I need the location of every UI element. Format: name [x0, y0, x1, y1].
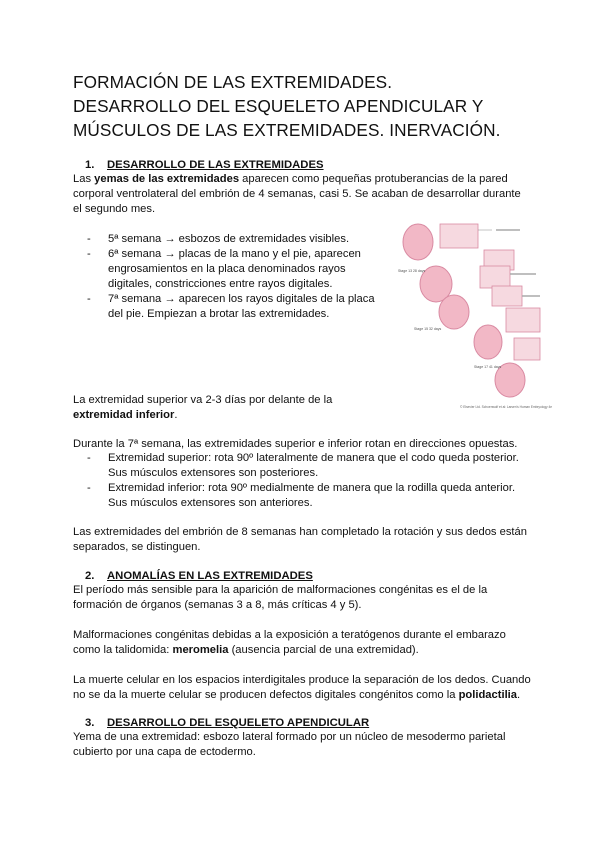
bullet-dash: - — [87, 293, 91, 305]
text-line: digitales, constricciones entre rayos digitales. — [108, 278, 333, 290]
text-run: Las — [73, 173, 95, 185]
limb-detail-box — [440, 224, 478, 248]
stage-label: Stage 13 28 days — [398, 269, 426, 273]
text-run: como la talidomida: — [73, 644, 173, 656]
text-line: del pie. Empiezan a brotar las extremidades. — [108, 308, 330, 320]
embryo-stage-c — [439, 295, 469, 329]
section-heading-text: DESARROLLO DE LAS EXTREMIDADES — [107, 159, 324, 171]
text-line: Malformaciones congénitas debidas a la exposición a teratógenos durante el embarazo — [73, 629, 506, 641]
s2-paragraph-1 — [73, 583, 487, 613]
s1-intro-paragraph — [73, 172, 521, 217]
figure-credit: © Elsevier Ltd. Schoenwolf et al: Larsen's Human Embryology 4e — [460, 405, 553, 409]
s2-paragraph-2 — [73, 628, 506, 658]
title-line: FORMACIÓN DE LAS EXTREMIDADES. — [73, 72, 393, 92]
text-line: Sus músculos extensores son posteriores. — [108, 467, 319, 479]
stage-label: Stage 15 32 days — [414, 327, 442, 331]
text-line: 5ª semana → esbozos de extremidades visibles. — [108, 233, 350, 245]
text-line: Yema de una extremidad: esbozo lateral formado por un núcleo de mesodermo parietal — [73, 731, 506, 743]
s1-outro-paragraph — [73, 525, 527, 555]
s2-paragraph-3 — [73, 673, 531, 703]
limb-detail-box — [514, 338, 540, 360]
text-line: cubierto por una capa de ectodermo. — [73, 746, 256, 758]
text-line: Extremidad inferior: rota 90º medialmente de manera que la rodilla queda anterior. — [108, 482, 516, 494]
limb-detail-box — [492, 286, 522, 306]
text-line: Sus músculos extensores son anteriores. — [108, 497, 313, 509]
text-line: Las extremidades del embrión de 8 semanas han completado la rotación y sus dedos están — [73, 526, 527, 538]
limb-detail-box — [480, 266, 510, 288]
text-line: Durante la 7ª semana, las extremidades superior e inferior rotan en direcciones opuestas. — [73, 438, 518, 450]
text-line: 7ª semana → aparecen los rayos digitales de la placa — [108, 293, 375, 305]
bold-term: polidactilia — [458, 689, 518, 701]
text-line: el segundo mes. — [73, 203, 156, 215]
embryo-development-figure — [396, 220, 553, 416]
bullet-dash: - — [87, 233, 91, 245]
text-run: . — [174, 409, 178, 421]
text-run: no se da la muerte celular se producen defectos digitales congénitos como la — [73, 689, 459, 701]
text-line: 6ª semana → placas de la mano y el pie, aparecen — [108, 248, 361, 260]
section-heading-text: DESARROLLO DEL ESQUELETO APENDICULAR — [107, 717, 370, 729]
section-3-heading — [85, 717, 369, 729]
section-number: 2. — [85, 570, 95, 582]
text-line: engrosamientos en la placa denominados rayos — [108, 263, 346, 275]
section-1-heading — [85, 159, 324, 171]
embryo-stage-d — [474, 325, 502, 359]
bullet-dash: - — [87, 248, 91, 260]
section-number: 3. — [85, 717, 95, 729]
text-line: formación de órganos (semanas 3 a 8, más críticas 4 y 5). — [73, 599, 362, 611]
section-number: 1. — [85, 159, 95, 171]
text-run: aparecen como pequeñas protuberancias de la pared — [239, 173, 508, 185]
text-line: Extremidad superior: rota 90º lateralmente de manera que el codo queda posterior. — [108, 452, 519, 464]
limb-detail-box — [506, 308, 540, 332]
s1-rotation-intro — [73, 437, 517, 452]
text-run: (ausencia parcial de una extremidad). — [228, 644, 419, 656]
title-line: DESARROLLO DEL ESQUELETO APENDICULAR Y — [73, 96, 484, 116]
text-run: . — [517, 689, 521, 701]
section-heading-text: ANOMALÍAS EN LAS EXTREMIDADES — [107, 570, 313, 582]
document-title — [73, 70, 543, 142]
bullet-dash: - — [87, 452, 91, 464]
title-line: MÚSCULOS DE LAS EXTREMIDADES. INERVACIÓN. — [73, 120, 501, 140]
embryo-stage-a — [403, 224, 433, 260]
bold-term: meromelia — [172, 644, 229, 656]
bullet-dash: - — [87, 482, 91, 494]
s1-upper-limb-paragraph — [73, 393, 332, 423]
s3-paragraph-1 — [73, 730, 505, 760]
text-line: corporal ventrolateral del embrión de 4 semanas, casi 5. Se acaban de desarrollar durante — [73, 188, 521, 200]
bold-term: extremidad inferior — [73, 409, 175, 421]
stage-label: Stage 17 41 days — [474, 365, 502, 369]
text-line: El período más sensible para la aparición de malformaciones congénitas es el de la — [73, 584, 488, 596]
text-line: La extremidad superior va 2-3 días por delante de la — [73, 394, 333, 406]
text-line: La muerte celular en los espacios interdigitales produce la separación de los dedos. Cuando — [73, 674, 531, 686]
section-2-heading — [85, 570, 313, 582]
bold-term: yemas de las extremidades — [94, 173, 240, 185]
text-line: separados, se distinguen. — [73, 541, 201, 553]
